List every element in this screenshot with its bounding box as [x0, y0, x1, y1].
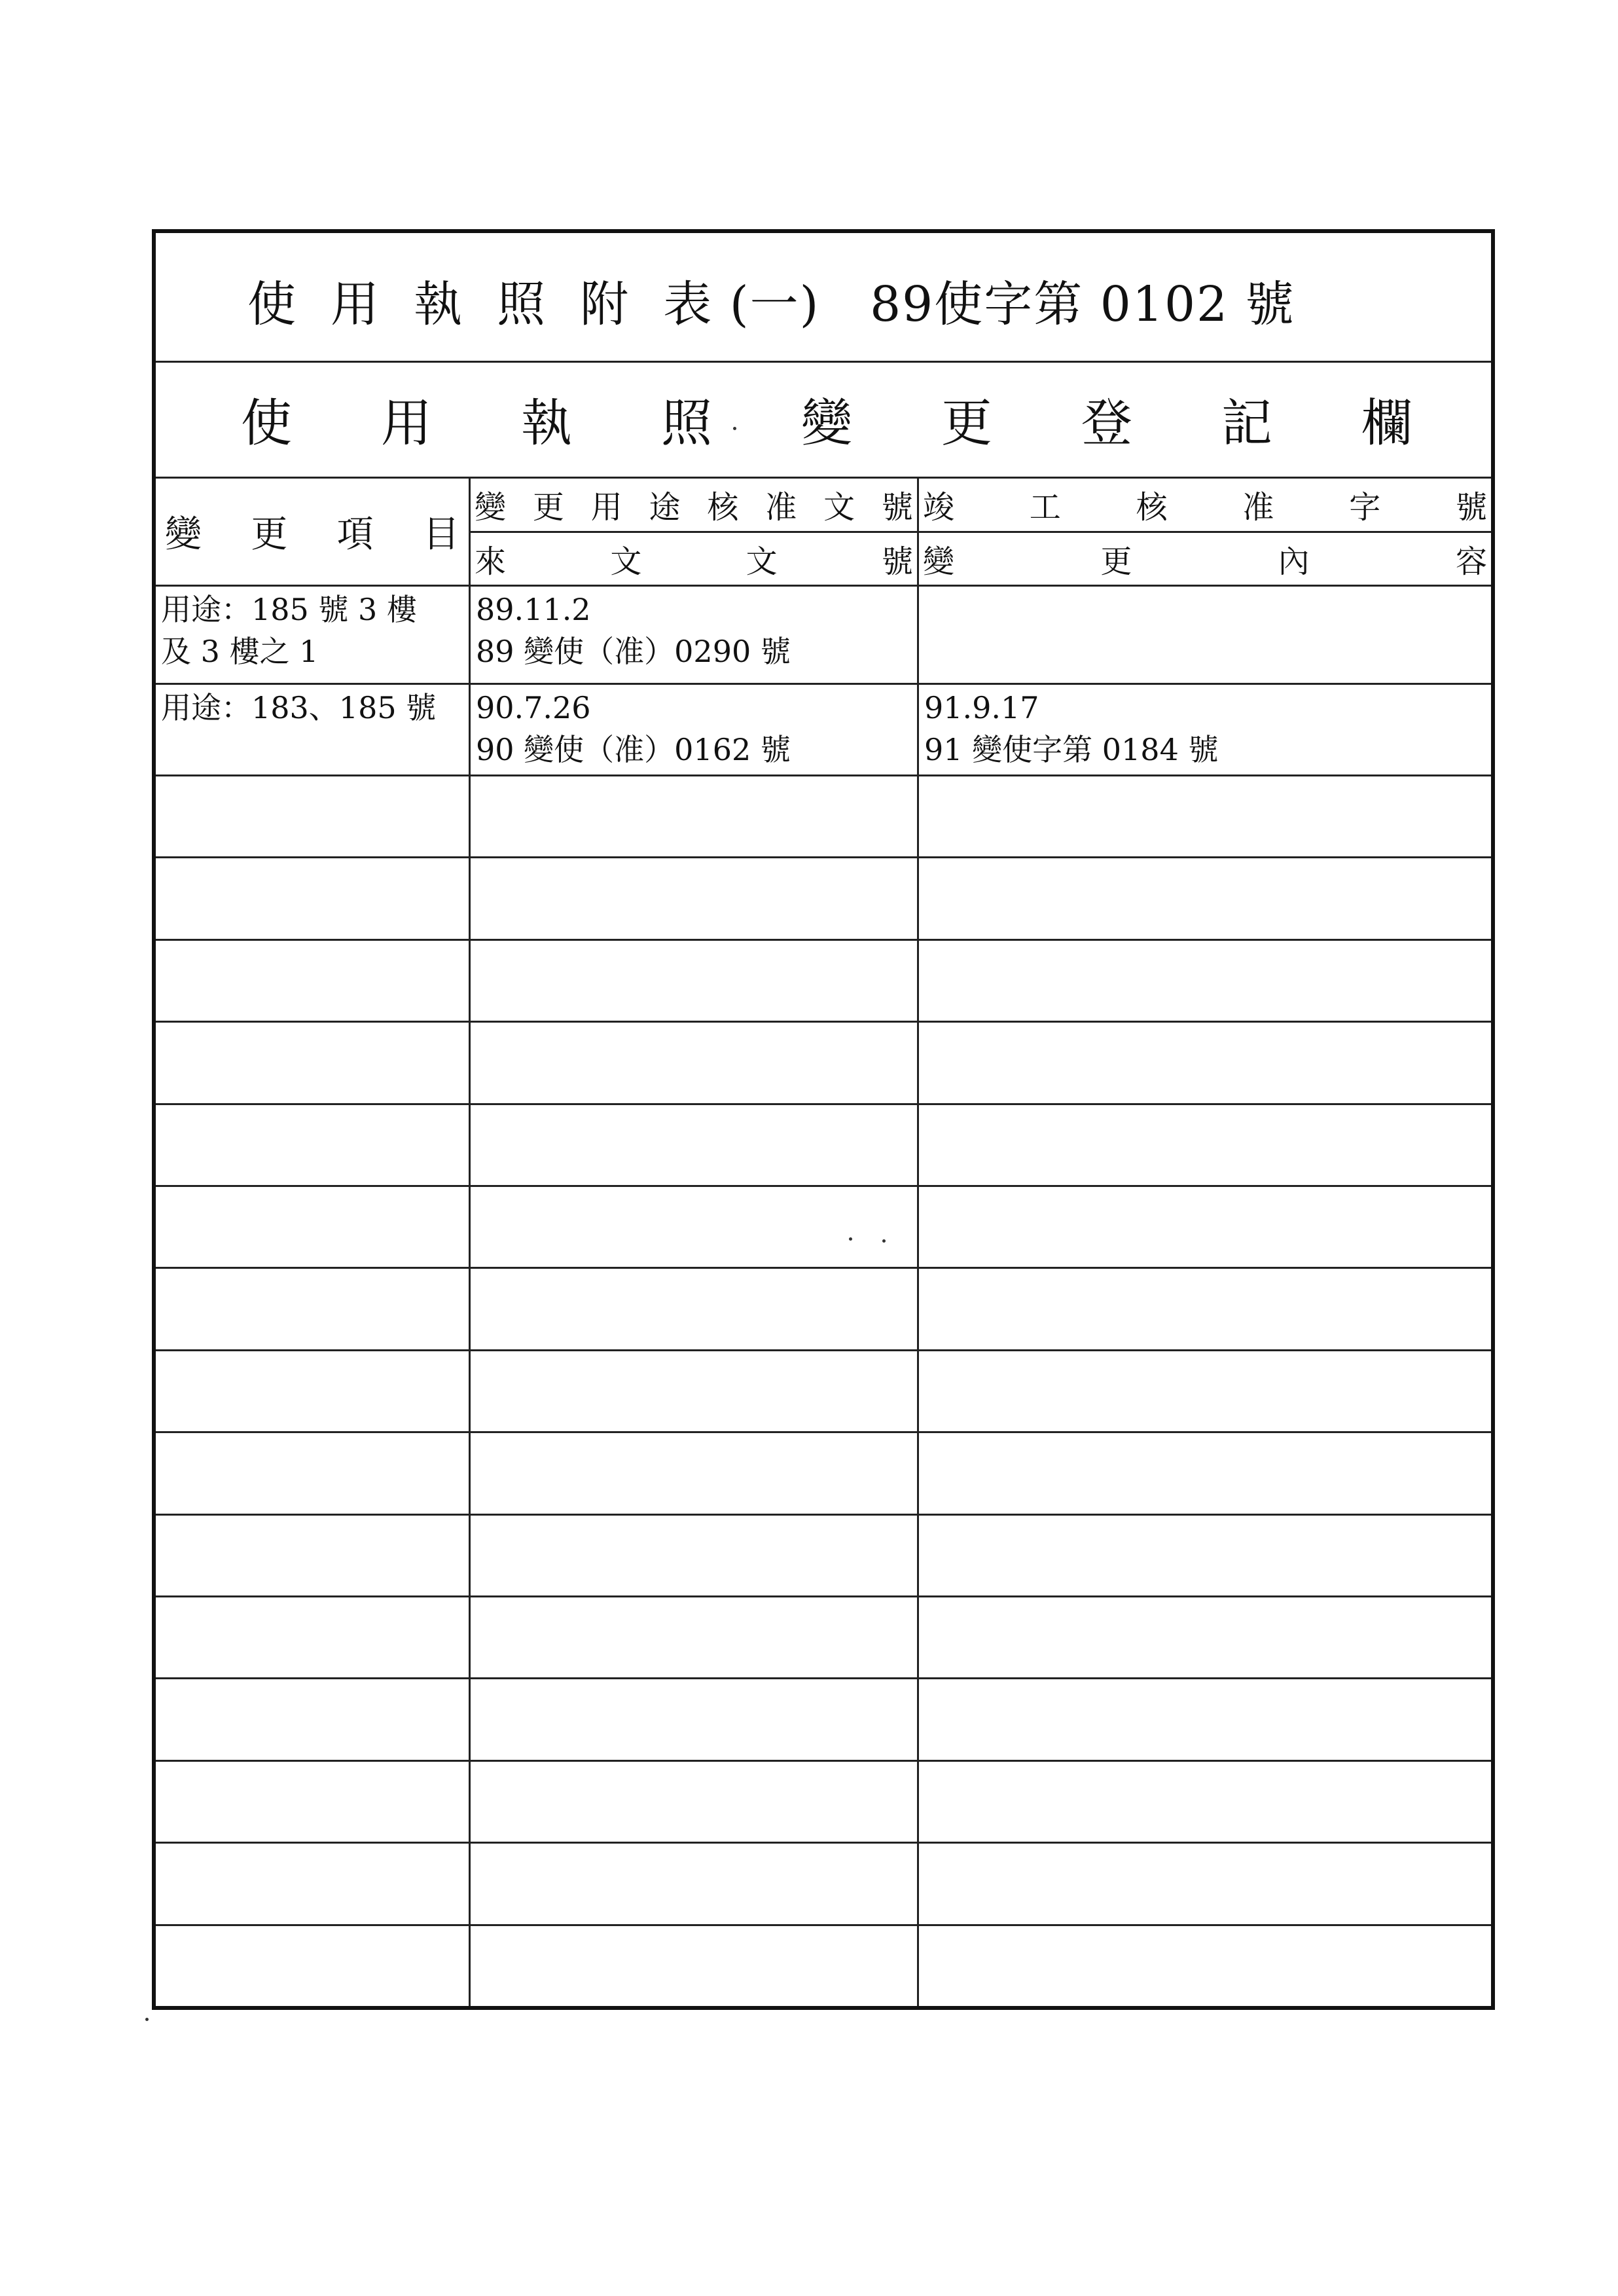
header-completion-doc: 竣 工 核 准 字 號 — [923, 488, 1487, 526]
subtitle-row — [156, 361, 1491, 479]
scan-speck — [733, 427, 736, 430]
cell-completion-doc — [919, 1924, 1491, 2006]
cell-approval-doc — [471, 774, 917, 856]
cell-approval-doc — [471, 1103, 917, 1185]
cell-completion-doc — [919, 856, 1491, 938]
cell-change-item — [156, 1103, 469, 1185]
subtitle-char: 使 — [241, 393, 293, 453]
cell-approval-doc — [471, 1349, 917, 1431]
table-row — [156, 1431, 1491, 1515]
subtitle-char: 執 — [520, 393, 572, 453]
header-change-item: 變 更 項 目 — [165, 513, 459, 556]
table-row — [156, 1760, 1491, 1844]
cell-approval-doc — [471, 1431, 917, 1513]
subtitle-char: 記 — [1221, 393, 1272, 453]
cell-completion-doc — [919, 1349, 1491, 1431]
table-row — [156, 774, 1491, 858]
cell-change-item — [156, 856, 469, 938]
form-title: 使 用 執 照 附 表 (一) 89使字第 0102 號 — [247, 276, 1295, 333]
cell-change-item — [156, 1760, 469, 1842]
table-header — [156, 479, 1491, 587]
cell-completion-doc — [919, 1103, 1491, 1185]
table-row — [156, 1677, 1491, 1761]
header-incoming-doc: 來 文 文 號 — [475, 543, 913, 580]
cell-approval-doc — [471, 1185, 917, 1267]
usage-license-form — [152, 229, 1495, 2010]
table-row — [156, 1842, 1491, 1925]
subtitle-char: 變 — [800, 393, 852, 453]
table-row — [156, 1924, 1491, 2006]
cell-completion-doc — [919, 939, 1491, 1021]
table-row — [156, 1021, 1491, 1104]
table-row — [156, 1267, 1491, 1351]
cell-completion-doc — [919, 1431, 1491, 1513]
cell-approval-doc — [471, 1267, 917, 1349]
cell-change-item — [156, 1431, 469, 1513]
table-row — [156, 1185, 1491, 1269]
cell-completion-doc: 91.9.17 91 變使字第 0184 號 — [924, 690, 1219, 767]
cell-completion-doc — [919, 1842, 1491, 1923]
cell-approval-doc — [471, 939, 917, 1021]
scan-speck — [882, 1239, 886, 1243]
subtitle-char: 登 — [1081, 393, 1132, 453]
cell-approval-doc — [471, 1842, 917, 1923]
subtitle-char: 用 — [380, 393, 432, 453]
cell-completion-doc — [919, 1021, 1491, 1102]
cell-change-item — [156, 1267, 469, 1349]
cell-approval-doc — [471, 1760, 917, 1842]
cell-completion-doc — [919, 1677, 1491, 1759]
subtitle-char: 更 — [941, 393, 992, 453]
cell-approval-doc — [471, 1677, 917, 1759]
subtitle-char: 欄 — [1361, 393, 1412, 453]
title-row — [156, 233, 1491, 363]
change-record-rows — [156, 585, 1491, 2006]
table-row — [156, 683, 1491, 776]
cell-completion-doc — [919, 1595, 1491, 1677]
cell-approval-doc — [471, 1924, 917, 2006]
cell-approval-doc — [471, 1021, 917, 1102]
table-row — [156, 1514, 1491, 1597]
cell-change-item — [156, 774, 469, 856]
scan-speck — [145, 2018, 149, 2021]
cell-approval-doc — [471, 1514, 917, 1595]
cell-completion-doc — [919, 774, 1491, 856]
cell-approval-doc — [471, 856, 917, 938]
cell-completion-doc — [919, 1185, 1491, 1267]
cell-change-item — [156, 1021, 469, 1102]
table-row — [156, 1103, 1491, 1187]
table-row — [156, 939, 1491, 1023]
header-approval-doc: 變 更 用 途 核 准 文 號 — [475, 488, 913, 526]
cell-completion-doc — [919, 1514, 1491, 1595]
scan-speck — [849, 1237, 852, 1241]
cell-change-item — [156, 1185, 469, 1267]
cell-change-item — [156, 1595, 469, 1677]
subtitle-char: 照 — [660, 393, 712, 453]
cell-change-item: 用途：185 號 3 樓 及 3 樓之 1 — [161, 592, 417, 669]
cell-completion-doc — [919, 1760, 1491, 1842]
cell-change-item: 用途：183、185 號 — [161, 690, 437, 725]
cell-change-item — [156, 1924, 469, 2006]
table-row — [156, 856, 1491, 940]
cell-approval-doc — [471, 1595, 917, 1677]
header-change-content: 變 更 內 容 — [923, 543, 1487, 580]
cell-change-item — [156, 1677, 469, 1759]
cell-approval-doc: 90.7.26 90 變使（准）0162 號 — [476, 690, 791, 767]
cell-change-item — [156, 1842, 469, 1923]
cell-approval-doc: 89.11.2 89 變使（准）0290 號 — [476, 592, 791, 669]
table-row — [156, 1595, 1491, 1679]
table-row — [156, 1349, 1491, 1433]
table-row — [156, 585, 1491, 685]
cell-completion-doc — [919, 585, 1491, 683]
cell-change-item — [156, 1514, 469, 1595]
cell-change-item — [156, 939, 469, 1021]
cell-change-item — [156, 1349, 469, 1431]
cell-completion-doc — [919, 1267, 1491, 1349]
